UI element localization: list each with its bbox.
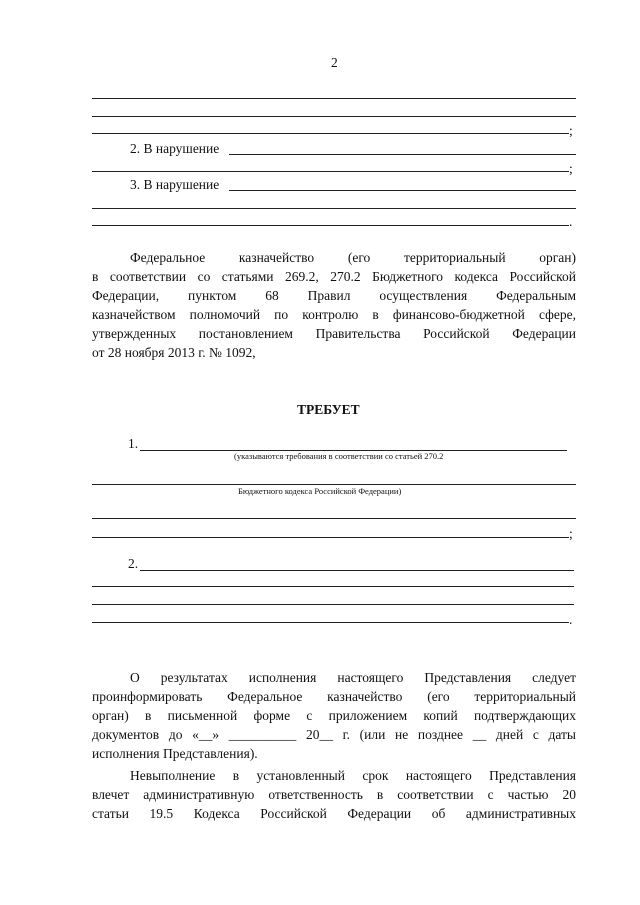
paragraph-line: О результатах исполнения настоящего Представления следует: [130, 670, 576, 685]
paragraph-line: в соответствии со статьями 269.2, 270.2 Бюджетного кодекса Российской: [92, 269, 576, 284]
paragraph-line: орган) в письменной форме с приложением копий подтверждающих: [92, 708, 576, 723]
requirement-item-1-label: 1.: [128, 436, 139, 451]
heading-demands: ТРЕБУЕТ: [297, 402, 360, 417]
paragraph-line: проинформировать Федеральное казначейство (его территориальный: [92, 689, 576, 704]
blank-line: [229, 154, 576, 155]
line-semicolon: ;: [569, 161, 573, 176]
paragraph-line: Федеральное казначейство (его территориальный орган): [130, 250, 576, 265]
blank-line: [92, 484, 576, 485]
blank-line: [92, 98, 576, 99]
paragraph-line: от 28 ноября 2013 г. № 1092,: [92, 345, 256, 360]
blank-line: [229, 190, 576, 191]
blank-line: [140, 570, 574, 571]
line-semicolon: ;: [569, 526, 573, 541]
paragraph-line: Невыполнение в установленный срок настоящего Представления: [130, 768, 576, 783]
blank-line: [92, 604, 574, 605]
paragraph-line: Федерации, пунктом 68 Правил осуществления Федеральным: [92, 288, 576, 303]
line-period: .: [569, 214, 573, 229]
violation-item-2: 2. В нарушение: [130, 141, 220, 156]
paragraph-line: влечет административную ответственность в соответствии с частью 20: [92, 787, 576, 802]
blank-line: [92, 537, 569, 538]
paragraph-line: утвержденных постановлением Правительства Российской Федерации: [92, 326, 576, 341]
blank-line: [92, 116, 576, 117]
paragraph-line: казначейством полномочий по контролю в финансово-бюджетной сфере,: [92, 307, 576, 322]
requirement-hint: (указываются требования в соответствии со статьей 270.2: [234, 451, 444, 461]
blank-line: [92, 225, 569, 226]
blank-line: [92, 622, 569, 623]
page-number: 2: [331, 55, 338, 70]
blank-line: [92, 518, 576, 519]
line-semicolon: ;: [569, 123, 573, 138]
requirement-item-2-label: 2.: [128, 556, 139, 571]
blank-line: [92, 133, 569, 134]
paragraph-line: документов до «__» __________ 20__ г. (или не позднее __ дней с даты: [92, 727, 576, 742]
requirement-hint: Бюджетного кодекса Российской Федерации): [238, 486, 402, 496]
blank-line: [92, 208, 576, 209]
blank-line: [92, 171, 569, 172]
blank-line: [92, 586, 574, 587]
paragraph-line: исполнения Представления).: [92, 746, 258, 761]
paragraph-line: статьи 19.5 Кодекса Российской Федерации об административных: [92, 806, 576, 821]
violation-item-3: 3. В нарушение: [130, 177, 220, 192]
line-period: .: [569, 612, 573, 627]
